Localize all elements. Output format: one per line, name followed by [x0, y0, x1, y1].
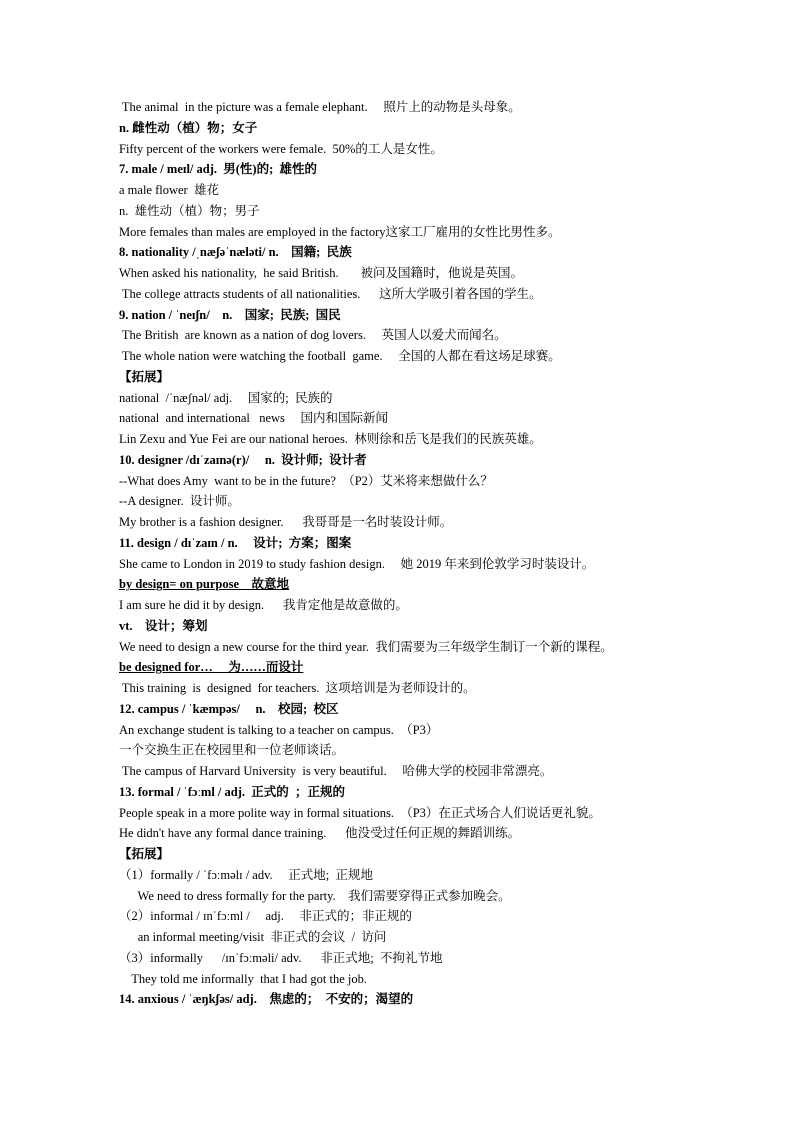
text-line: My brother is a fashion designer. 我哥哥是一名时装设计师。	[119, 515, 453, 529]
text-line: She came to London in 2019 to study fashion design. 她 2019 年来到伦敦学习时装设计。	[119, 556, 595, 571]
entry-heading: 7. male / meɪl/ adj. 男(性)的; 雄性的	[119, 162, 318, 177]
entry-heading: 12. campus / ˈkæmpəs/ n. 校园; 校区	[119, 701, 339, 716]
text-line: an informal meeting/visit 非正式的会议 / 访问	[119, 930, 387, 944]
entry-heading: vt. 设计；筹划	[119, 618, 208, 633]
text-line: We need to dress formally for the party. 我们需要穿得正式参加晚会。	[119, 888, 511, 903]
entry-heading: 9. nation / ˈneɪʃn/ n. 国家; 民族; 国民	[119, 307, 341, 322]
text-line: --A designer. 设计师。	[119, 494, 240, 509]
phrase-heading: be designed for… 为……而设计	[119, 660, 304, 675]
entry-heading: 【拓展】	[119, 369, 170, 384]
text-line: I am sure he did it by design. 我肯定他是故意做的。	[119, 598, 408, 612]
text-line: The college attracts students of all nationalities. 这所大学吸引着各国的学生。	[119, 286, 542, 301]
text-line: The British are known as a nation of dog lovers. 英国人以爱犬而闻名。	[119, 328, 507, 343]
text-line: The whole nation were watching the football game. 全国的人都在看这场足球赛。	[119, 349, 561, 363]
text-line: （1）formally / ˈfɔːməlɪ / adv. 正式地; 正规地	[119, 867, 374, 882]
entry-heading: 13. formal / ˈfɔːml / adj. 正式的 ；正规的	[119, 784, 346, 799]
entry-heading: 【拓展】	[119, 847, 170, 861]
text-line: An exchange student is talking to a teacher on campus. （P3）	[119, 722, 439, 737]
text-line: The animal in the picture was a female elephant. 照片上的动物是头母象。	[119, 100, 521, 114]
text-line: People speak in a more polite way in formal situations. （P3）在正式场合人们说话更礼貌。	[119, 805, 601, 820]
text-line: This training is designed for teachers. 这项培训是为老师设计的。	[119, 681, 476, 695]
text-line: Lin Zexu and Yue Fei are our national heroes. 林则徐和岳飞是我们的民族英雄。	[119, 432, 542, 446]
entry-heading: 14. anxious / ˈæŋkʃəs/ adj. 焦虑的； 不安的；渴望的	[119, 992, 414, 1007]
text-line: They told me informally that I had got the job.	[119, 971, 367, 986]
text-line: a male flower 雄花	[119, 183, 219, 197]
text-line: national /ˈnæʃnəl/ adj. 国家的; 民族的	[119, 390, 333, 405]
text-line: n. 雄性动（植）物；男子	[119, 203, 260, 218]
entry-heading: 8. nationality /ˌnæʃəˈnæləti/ n. 国籍; 民族	[119, 245, 352, 260]
text-line: More females than males are employed in the factory这家工厂雇用的女性比男性多。	[119, 224, 561, 239]
text-line: When asked his nationality, he said British. 被问及国籍时，他说是英国。	[119, 266, 524, 280]
text-line: Fifty percent of the workers were female. 50%的工人是女性。	[119, 141, 443, 156]
text-line: （3）informally /ɪnˈfɔːməli/ adv. 非正式地; 不拘礼节地	[119, 950, 443, 965]
entry-heading: 10. designer /dɪˈzaɪnə(r)/ n. 设计师; 设计者	[119, 452, 367, 467]
text-line: He didn't have any formal dance training. 他没受过任何正规的舞蹈训练。	[119, 826, 521, 841]
text-line: （2）informal / ɪnˈfɔːml / adj. 非正式的；非正规的	[119, 909, 413, 924]
text-line: --What does Amy want to be in the future? （P2）艾米将来想做什么？	[119, 473, 493, 488]
document-body	[119, 97, 719, 1010]
entry-heading: n. 雌性动（植）物；女子	[119, 120, 258, 135]
phrase-heading: by design= on purpose 故意地	[119, 577, 290, 592]
text-line: The campus of Harvard University is very beautiful. 哈佛大学的校园非常漂亮。	[119, 764, 553, 778]
text-line: We need to design a new course for the third year. 我们需要为三年级学生制订一个新的课程。	[119, 639, 613, 654]
text-line: national and international news 国内和国际新闻	[119, 411, 389, 426]
entry-heading: 11. design / dɪˈzaɪn / n. 设计; 方案；图案	[119, 535, 352, 550]
text-line: 一个交换生正在校园里和一位老师谈话。	[119, 743, 345, 758]
